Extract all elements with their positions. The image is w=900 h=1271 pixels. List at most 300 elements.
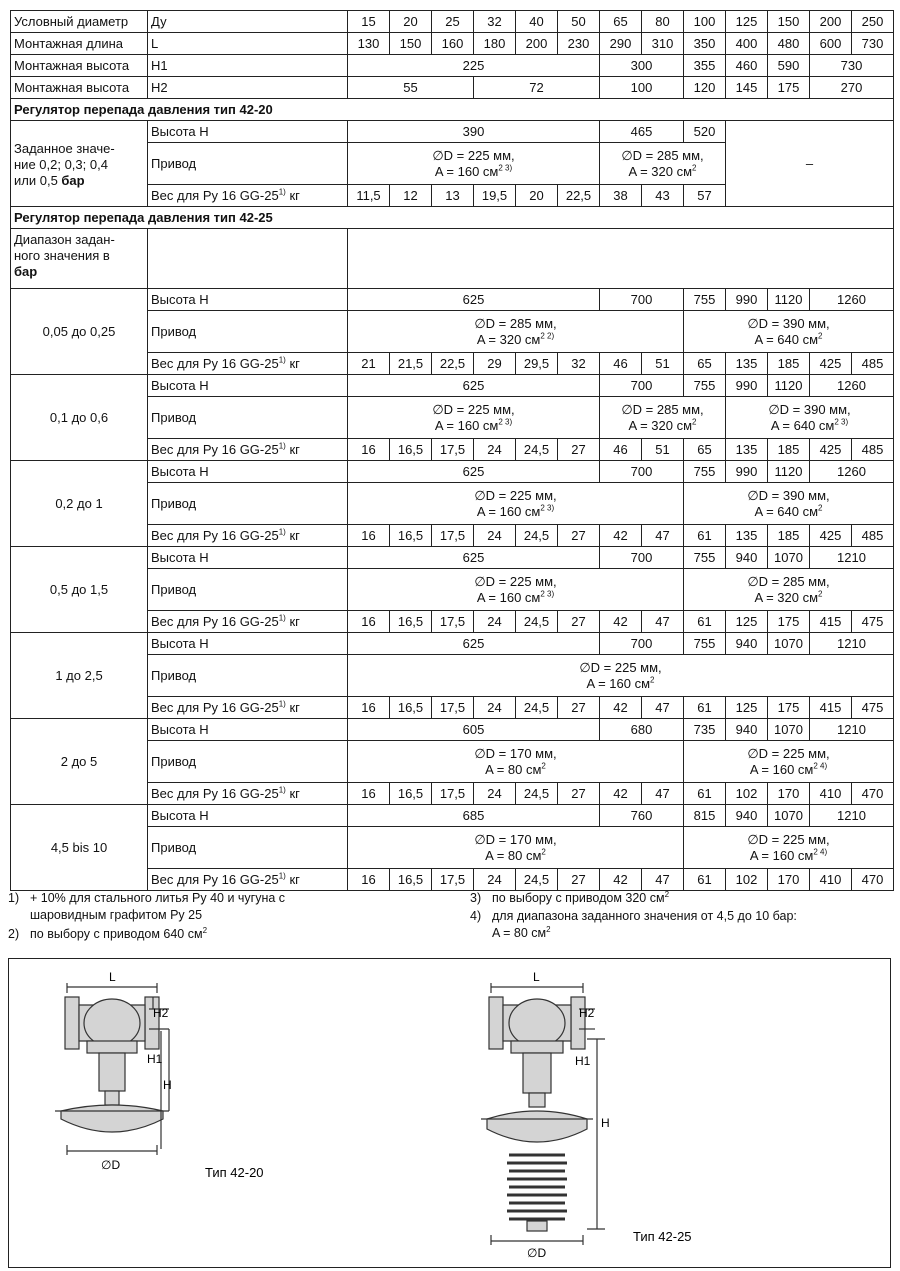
- cell: 1210: [810, 805, 894, 827]
- sup: 2: [541, 761, 546, 771]
- drive-cell: [348, 143, 600, 185]
- drive-label: Привод: [148, 397, 348, 439]
- text: ∅D = 170 мм,: [474, 831, 557, 847]
- text: Вес для Py 16 GG-25: [151, 441, 279, 457]
- cell: 425: [810, 525, 852, 547]
- cell: 625: [348, 375, 600, 397]
- text: Вес для Py 16 GG-25: [151, 355, 279, 371]
- drive-cell: [348, 569, 684, 611]
- cell: 700: [600, 461, 684, 483]
- cell: 24: [474, 783, 516, 805]
- cell: 185: [768, 353, 810, 375]
- range-label-42-25: [11, 229, 148, 289]
- sup: 2: [818, 331, 823, 341]
- cell: 29,5: [516, 353, 558, 375]
- range-value: 0,5 до 1,5: [11, 547, 148, 633]
- text: шаровидным графитом Py 25: [30, 908, 203, 922]
- cell: 410: [810, 869, 852, 891]
- cell: 16,5: [390, 525, 432, 547]
- sup: 2: [202, 925, 208, 935]
- label-dn: Условный диаметр: [11, 11, 148, 33]
- drive-cell: [348, 655, 894, 697]
- text: ∅D = 225 мм,: [432, 147, 515, 163]
- text: ∅D = 390 мм,: [747, 487, 830, 503]
- text: A = 160 см: [476, 589, 541, 605]
- text: по выбору с приводом 320 см: [492, 891, 665, 905]
- text: кг: [285, 441, 300, 457]
- cell: 16: [348, 611, 390, 633]
- text: ∅D = 225 мм,: [474, 573, 557, 589]
- text: кг: [285, 187, 300, 203]
- text: A = 160 см: [749, 761, 814, 777]
- height-label: Высота H: [148, 375, 348, 397]
- drive-label: Привод: [148, 143, 348, 185]
- drive-label: Привод: [148, 655, 348, 697]
- cell: 29: [474, 353, 516, 375]
- cell: 160: [432, 33, 474, 55]
- cell: 755: [684, 461, 726, 483]
- cell: 250: [852, 11, 894, 33]
- cell: 200: [516, 33, 558, 55]
- cell: 27: [558, 783, 600, 805]
- height-label: Высота H: [148, 805, 348, 827]
- drive-cell: [348, 397, 600, 439]
- text: A = 320 см: [628, 163, 693, 179]
- cell: 13: [432, 185, 474, 207]
- cell: 230: [558, 33, 600, 55]
- section-42-20: [11, 99, 894, 121]
- cell: 38: [600, 185, 642, 207]
- text: бар: [61, 173, 85, 188]
- weight-label: [148, 353, 348, 375]
- cell: 20: [390, 11, 432, 33]
- cell: 520: [684, 121, 726, 143]
- cell: 415: [810, 611, 852, 633]
- height-label: Высота H: [148, 289, 348, 311]
- cell: 485: [852, 353, 894, 375]
- drive-label: Привод: [148, 483, 348, 525]
- cell: 390: [348, 121, 600, 143]
- text: кг: [285, 355, 300, 371]
- cell: 19,5: [474, 185, 516, 207]
- specs-table: [10, 10, 894, 891]
- cell: 590: [768, 55, 810, 77]
- label-length: Монтажная длина: [11, 33, 148, 55]
- text: ∅D = 225 мм,: [474, 487, 557, 503]
- cell: 290: [600, 33, 642, 55]
- cell: 102: [726, 869, 768, 891]
- cell: 310: [642, 33, 684, 55]
- cell: 940: [726, 547, 768, 569]
- cell: 120: [684, 77, 726, 99]
- text: ∅D = 225 мм,: [747, 745, 830, 761]
- sup: 2 2): [540, 331, 555, 341]
- weight-label: [148, 869, 348, 891]
- cell: 1210: [810, 719, 894, 741]
- drive-cell: [684, 483, 894, 525]
- row-dn: [11, 11, 894, 33]
- cell: 24,5: [516, 525, 558, 547]
- cell: 25: [432, 11, 474, 33]
- cell: 170: [768, 783, 810, 805]
- cell: 65: [600, 11, 642, 33]
- cell: 65: [684, 439, 726, 461]
- cell: 100: [600, 77, 684, 99]
- cell: 27: [558, 611, 600, 633]
- drive-cell: [684, 311, 894, 353]
- cell: 24: [474, 525, 516, 547]
- cell: 61: [684, 525, 726, 547]
- text: Диапазон задан-: [14, 232, 115, 247]
- text: или 0,5: [14, 173, 62, 188]
- section-42-25: [11, 207, 894, 229]
- cell: 42: [600, 697, 642, 719]
- cell: 1120: [768, 289, 810, 311]
- cell: 42: [600, 525, 642, 547]
- cell: 20: [516, 185, 558, 207]
- cell: 47: [642, 869, 684, 891]
- range-value: 4,5 bis 10: [11, 805, 148, 891]
- row-h1: [11, 55, 894, 77]
- range-value: 1 до 2,5: [11, 633, 148, 719]
- cell: 460: [726, 55, 768, 77]
- sup: 2 3): [540, 503, 555, 513]
- drive-label: Привод: [148, 311, 348, 353]
- cell: 22,5: [432, 353, 474, 375]
- label-D-left: ∅D: [101, 1158, 121, 1172]
- cell: 730: [852, 33, 894, 55]
- cell: 425: [810, 439, 852, 461]
- text: A = 640 см: [754, 503, 819, 519]
- cell: 32: [558, 353, 600, 375]
- drive-cell: [684, 827, 894, 869]
- cell: 270: [810, 77, 894, 99]
- cell: 125: [726, 11, 768, 33]
- footnote-1-num: 1): [8, 891, 20, 905]
- text: ∅D = 390 мм,: [747, 315, 830, 331]
- text: Вес для Py 16 GG-25: [151, 699, 279, 715]
- text: A = 640 см: [770, 417, 835, 433]
- drive-cell: [600, 397, 726, 439]
- text: кг: [285, 613, 300, 629]
- sup: 1): [278, 785, 286, 795]
- cell: 22,5: [558, 185, 600, 207]
- height-label: Высота H: [148, 547, 348, 569]
- section-title-42-20: Регулятор перепада давления тип 42-20: [11, 99, 894, 121]
- label-H1-right: H1: [575, 1054, 591, 1068]
- cell: 760: [600, 805, 684, 827]
- cell: 1070: [768, 547, 810, 569]
- cell: 175: [768, 77, 810, 99]
- cell: 485: [852, 439, 894, 461]
- text: A = 80 см: [485, 761, 542, 777]
- cell: 150: [768, 11, 810, 33]
- cell: 51: [642, 439, 684, 461]
- cell: 16,5: [390, 439, 432, 461]
- cell: 480: [768, 33, 810, 55]
- cell: 16,5: [390, 869, 432, 891]
- cell: 185: [768, 525, 810, 547]
- cell: 125: [726, 611, 768, 633]
- cell: 47: [642, 611, 684, 633]
- cell: 465: [600, 121, 684, 143]
- text: кг: [285, 871, 300, 887]
- cell: 72: [474, 77, 600, 99]
- sup: 1): [278, 355, 286, 365]
- cell: 27: [558, 697, 600, 719]
- footnote-2-num: 2): [8, 927, 20, 941]
- cell: 42: [600, 869, 642, 891]
- cell: 470: [852, 869, 894, 891]
- sym-length: L: [148, 33, 348, 55]
- footnote-4-num: 4): [470, 909, 482, 923]
- cell: 225: [348, 55, 600, 77]
- text: ∅D = 285 мм,: [621, 401, 704, 417]
- footnote-4: [492, 908, 797, 942]
- label-H2-left: H2: [153, 1006, 169, 1020]
- cell: 1260: [810, 289, 894, 311]
- cell: 16: [348, 697, 390, 719]
- cell: 46: [600, 353, 642, 375]
- drive-label: Привод: [148, 741, 348, 783]
- cell: 485: [852, 525, 894, 547]
- cell: 57: [684, 185, 726, 207]
- text: Вес для Py 16 GG-25: [151, 187, 279, 203]
- footnote-3-num: 3): [470, 891, 482, 905]
- drive-cell: [684, 569, 894, 611]
- cell: 1070: [768, 805, 810, 827]
- cell: 16,5: [390, 783, 432, 805]
- cell: 24,5: [516, 611, 558, 633]
- sup: 1): [278, 441, 286, 451]
- row-4220-height: [11, 121, 894, 143]
- weight-label: [148, 611, 348, 633]
- cell: 51: [642, 353, 684, 375]
- height-label: Высота H: [148, 719, 348, 741]
- cell: 1260: [810, 461, 894, 483]
- text: A = 160 см: [586, 675, 651, 691]
- cell: 200: [810, 11, 852, 33]
- cell: 185: [768, 439, 810, 461]
- cell: 24: [474, 439, 516, 461]
- cell: 685: [348, 805, 600, 827]
- text: ∅D = 285 мм,: [621, 147, 704, 163]
- drive-cell: [348, 483, 684, 525]
- text: Заданное значе-: [14, 141, 115, 156]
- label-H1-left: H1: [147, 1052, 163, 1066]
- text: ∅D = 285 мм,: [474, 315, 557, 331]
- sup: 2: [546, 924, 551, 934]
- valve-42-20-drawing: [55, 983, 169, 1155]
- sup: 2 3): [540, 589, 555, 599]
- cell: 1070: [768, 719, 810, 741]
- cell: 940: [726, 719, 768, 741]
- row-4225-height: [11, 633, 894, 655]
- text: ∅D = 170 мм,: [474, 745, 557, 761]
- cell: 700: [600, 633, 684, 655]
- footnote-2: [30, 926, 207, 943]
- height-label: Высота H: [148, 633, 348, 655]
- sup: 1): [278, 699, 286, 709]
- height-label: Высота H: [148, 461, 348, 483]
- sup: 2: [818, 589, 823, 599]
- cell: 475: [852, 697, 894, 719]
- cell: 730: [810, 55, 894, 77]
- cell: 16,5: [390, 697, 432, 719]
- cell: 735: [684, 719, 726, 741]
- sup: 2 3): [498, 417, 513, 427]
- range-value: 0,2 до 1: [11, 461, 148, 547]
- cell: 425: [810, 353, 852, 375]
- cell: 475: [852, 611, 894, 633]
- cell: 42: [600, 611, 642, 633]
- cell: 27: [558, 525, 600, 547]
- cell: 990: [726, 375, 768, 397]
- cell: 410: [810, 783, 852, 805]
- cell: 16: [348, 439, 390, 461]
- row-4225-height: [11, 805, 894, 827]
- text: для диапазона заданного значения от 4,5 до 10 бар:: [492, 909, 797, 923]
- drive-cell: [348, 741, 684, 783]
- cell: 102: [726, 783, 768, 805]
- empty-cell: [348, 229, 894, 289]
- cell: 61: [684, 869, 726, 891]
- drive-label: Привод: [148, 827, 348, 869]
- weight-label: [148, 185, 348, 207]
- cell: 61: [684, 611, 726, 633]
- text: кг: [285, 527, 300, 543]
- cell: 50: [558, 11, 600, 33]
- text: ∅D = 225 мм,: [579, 659, 662, 675]
- cell: 125: [726, 697, 768, 719]
- cell: 1070: [768, 633, 810, 655]
- sup: 2: [692, 163, 697, 173]
- sym-dn: Ду: [148, 11, 348, 33]
- cell: 625: [348, 547, 600, 569]
- drive-cell: [726, 397, 894, 439]
- sup: 2: [541, 847, 546, 857]
- sup: 2: [692, 417, 697, 427]
- range-value: 2 до 5: [11, 719, 148, 805]
- cell: 17,5: [432, 783, 474, 805]
- cell: 940: [726, 633, 768, 655]
- cell: 990: [726, 461, 768, 483]
- cell: 470: [852, 783, 894, 805]
- cell: 1260: [810, 375, 894, 397]
- cell: 24: [474, 697, 516, 719]
- cell: 300: [600, 55, 684, 77]
- cell: 17,5: [432, 697, 474, 719]
- valve-42-25-drawing: [481, 983, 605, 1245]
- cell: 135: [726, 525, 768, 547]
- cell: 42: [600, 783, 642, 805]
- cell: 80: [642, 11, 684, 33]
- dash-cell: –: [726, 121, 894, 207]
- cell: 415: [810, 697, 852, 719]
- text: A = 80 см: [492, 926, 547, 940]
- label-h1: Монтажная высота: [11, 55, 148, 77]
- cell: 755: [684, 289, 726, 311]
- cell: 61: [684, 697, 726, 719]
- row-4225-height: [11, 719, 894, 741]
- cell: 47: [642, 525, 684, 547]
- row-h2: [11, 77, 894, 99]
- text: A = 640 см: [754, 331, 819, 347]
- cell: 755: [684, 633, 726, 655]
- sup: 1): [278, 527, 286, 537]
- cell: 21,5: [390, 353, 432, 375]
- footnote-3: [492, 890, 669, 907]
- height-label: Высота H: [148, 121, 348, 143]
- text: A = 320 см: [628, 417, 693, 433]
- sym-h1: H1: [148, 55, 348, 77]
- cell: 700: [600, 547, 684, 569]
- cell: 400: [726, 33, 768, 55]
- cell: 32: [474, 11, 516, 33]
- sup: 1): [278, 187, 286, 197]
- text: бар: [14, 264, 38, 279]
- cell: 180: [474, 33, 516, 55]
- cell: 135: [726, 439, 768, 461]
- cell: 755: [684, 375, 726, 397]
- cell: 24: [474, 611, 516, 633]
- sup: 2: [664, 889, 670, 899]
- cell: 61: [684, 783, 726, 805]
- text: A = 160 см: [434, 163, 499, 179]
- cell: 625: [348, 461, 600, 483]
- row-length: [11, 33, 894, 55]
- label-L-right: L: [533, 970, 540, 984]
- cell: 24: [474, 869, 516, 891]
- text: кг: [285, 785, 300, 801]
- cell: 17,5: [432, 869, 474, 891]
- cell: 605: [348, 719, 600, 741]
- text: ∅D = 225 мм,: [432, 401, 515, 417]
- text: Вес для Py 16 GG-25: [151, 613, 279, 629]
- cell: 16,5: [390, 611, 432, 633]
- cell: 1120: [768, 375, 810, 397]
- cell: 355: [684, 55, 726, 77]
- cell: 625: [348, 289, 600, 311]
- text: A = 80 см: [485, 847, 542, 863]
- cell: 55: [348, 77, 474, 99]
- caption-42-25: Тип 42-25: [633, 1229, 692, 1244]
- cell: 990: [726, 289, 768, 311]
- cell: 135: [726, 353, 768, 375]
- label-H-right: H: [601, 1116, 610, 1130]
- cell: 600: [810, 33, 852, 55]
- cell: 625: [348, 633, 600, 655]
- sup: 2 3): [834, 417, 849, 427]
- text: Вес для Py 16 GG-25: [151, 527, 279, 543]
- empty-cell: [148, 229, 348, 289]
- text: A = 160 см: [749, 847, 814, 863]
- sup: 1): [278, 613, 286, 623]
- text: ∅D = 390 мм,: [768, 401, 851, 417]
- range-value: 0,1 до 0,6: [11, 375, 148, 461]
- sym-h2: H2: [148, 77, 348, 99]
- cell: 24,5: [516, 869, 558, 891]
- cell: 680: [600, 719, 684, 741]
- cell: 47: [642, 783, 684, 805]
- cell: 16: [348, 869, 390, 891]
- cell: 350: [684, 33, 726, 55]
- cell: 170: [768, 869, 810, 891]
- figure-box: [8, 958, 891, 1268]
- cell: 65: [684, 353, 726, 375]
- cell: 700: [600, 289, 684, 311]
- label-h2: Монтажная высота: [11, 77, 148, 99]
